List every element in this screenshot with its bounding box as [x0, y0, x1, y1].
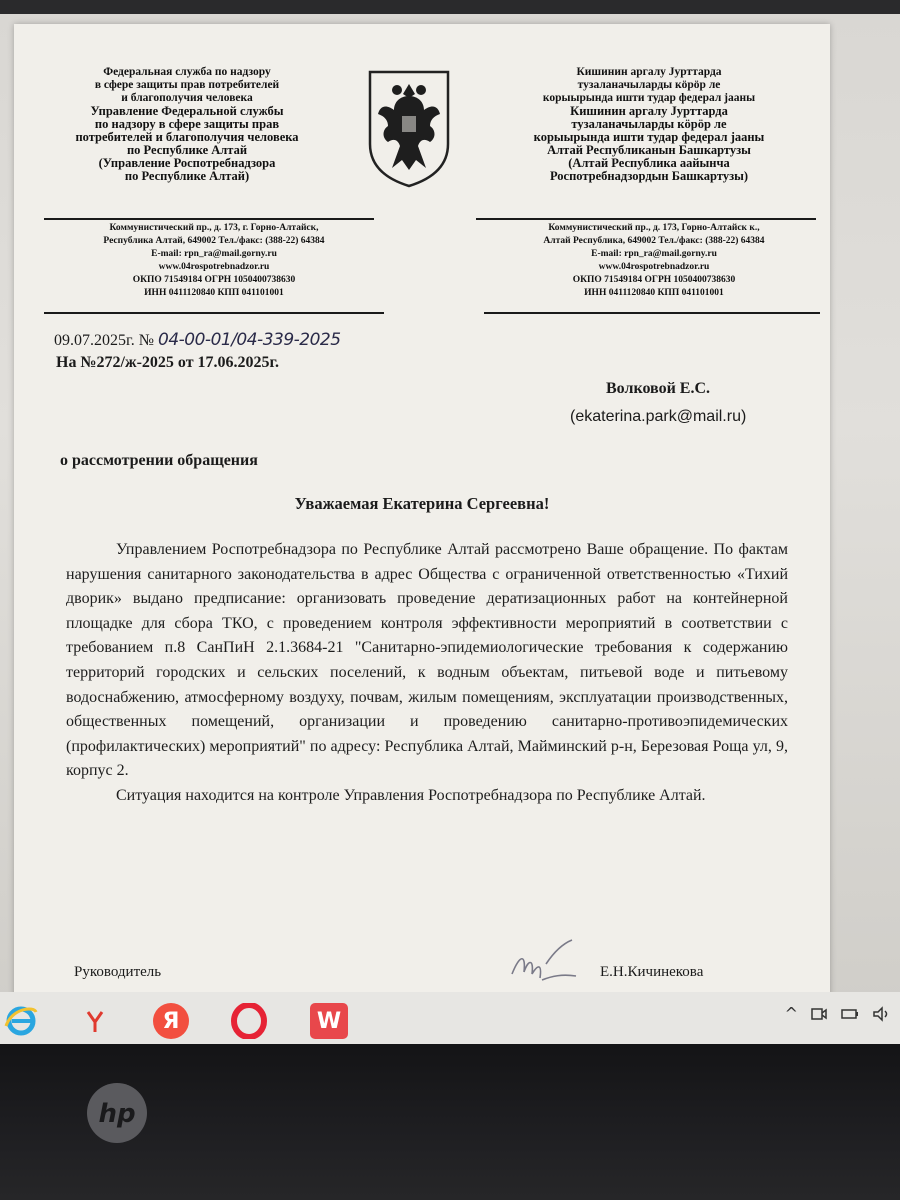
org-right-line: корыырында ишти тудар федерал јааны [542, 92, 756, 104]
registration-line [54, 330, 341, 350]
org-right-line: Кишинин аргалу Јурттарда [570, 105, 728, 118]
org-left-line: по Республике Алтай) [124, 170, 250, 183]
internet-explorer-icon [4, 1004, 38, 1038]
hp-logo-icon [84, 1080, 150, 1146]
contact-left-line: Коммунистический пр., д. 173, г. Горно-Алтайск, [109, 223, 319, 233]
yandex-icon [78, 1004, 112, 1038]
tray-chevron-icon[interactable]: ^ [784, 1004, 798, 1023]
contact-block-right [484, 222, 824, 300]
header-rule-left [44, 218, 374, 220]
org-left-line: Управление Федеральной службы [90, 105, 284, 118]
letter-greeting: Уважаемая Екатерина Сергеевна! [294, 494, 550, 513]
letter-subject: о рассмотрении обращения [60, 452, 258, 469]
hp-brand-text: hp [98, 1099, 136, 1129]
header-rule-right [476, 218, 816, 220]
header-org-right [474, 66, 824, 183]
yandex-browser-icon: Я [153, 1003, 189, 1039]
contact-right-line: www.04rospotrebnadzor.ru [598, 262, 710, 272]
taskbar-app-opera[interactable] [230, 1002, 268, 1040]
org-right-line: Роспотребнадзордын Башкартузы) [549, 170, 749, 183]
org-left-line: Федеральная служба по надзору [103, 66, 271, 78]
signature-title: Руководитель [74, 964, 162, 980]
registration-number: 04-00-01/04-339-2025 [158, 330, 341, 350]
letter-body [66, 538, 788, 809]
body-paragraph: Ситуация находится на контроле Управления Роспотребнадзора по Республике Алтай. [116, 786, 706, 804]
taskbar-app-internet-explorer[interactable] [2, 1002, 40, 1040]
org-left-line: по Республике Алтай [126, 144, 248, 157]
org-right-line: Алтай Республиканын Башкартузы [547, 144, 751, 157]
taskbar-app-yandex-browser[interactable] [152, 1002, 190, 1040]
contact-right-line: ОКПО 71549184 ОГРН 1050400738630 [572, 275, 736, 285]
date-rule-right [484, 312, 820, 314]
battery-icon[interactable] [840, 1005, 860, 1023]
contact-right-line: E-mail: rpn_ra@mail.gorny.ru [591, 249, 717, 259]
handwritten-signature-icon [502, 934, 586, 988]
body-paragraph: Управлением Роспотребнадзора по Республике Алтай рассмотрено Ваше обращение. По фактам нарушения санитарного законодательства в адрес Общества с ограниченной ответственностью «Тихий дворик» выдано предписание: организовать проведение дератизационных работ на контейнерной площадке для сбора ТКО, с проведением контроля эффективности мероприятий в соответствии с требованием п.8 СанПиН 2.1.3684-21 "Санитарно-эпидемиологические требования к содержанию территорий городских и сельских поселений, к водным объектам, питьевой воде и питьевому водоснабжению, атмосферному воздуху, почвам, жилым помещениям, эксплуатации производственных, общественных помещений, организации и проведению санитарно-противоэпидемических (профилактических) мероприятий" по адресу: Республика Алтай, Майминский р-н, Березовая Роща ул, 9, корпус 2. [66, 541, 788, 780]
letter-date: 09.07.2025г. № [54, 332, 155, 349]
org-right-line: Кишинин аргалу Јурттарда [576, 66, 722, 78]
org-left-line: по надзору в сфере защиты прав [94, 118, 280, 131]
signer-name: Е.Н.Кичинекова [600, 964, 704, 980]
meet-now-icon[interactable] [810, 1005, 828, 1023]
contact-left-line: ОКПО 71549184 ОГРН 1050400738630 [132, 275, 296, 285]
contact-block-left [44, 222, 384, 300]
date-rule-left [44, 312, 384, 314]
contact-left-line: www.04rospotrebnadzor.ru [158, 262, 270, 272]
contact-left-line: ИНН 0411120840 КПП 041101001 [144, 288, 284, 298]
contact-right-line: ИНН 0411120840 КПП 041101001 [584, 288, 724, 298]
system-tray [785, 1004, 892, 1023]
org-right-line: (Алтай Республика аайынча [568, 157, 730, 170]
volume-icon[interactable] [872, 1005, 892, 1023]
org-right-line: тузаланачыларды кӧрӧр ле [577, 79, 721, 91]
laptop-screen [0, 14, 900, 1044]
contact-right-line: Алтай Республика, 649002 Тел./факс: (388-22) 64384 [543, 236, 765, 246]
contact-right-line: Коммунистический пр., д. 173, Горно-Алтайск к., [548, 223, 760, 233]
wps-office-icon: W [310, 1003, 348, 1039]
org-left-line: и благополучия человека [121, 92, 253, 104]
document-page [14, 24, 830, 1010]
org-left-line: в сфере защиты прав потребителей [94, 79, 280, 91]
contact-left-line: E-mail: rpn_ra@mail.gorny.ru [151, 249, 277, 259]
taskbar [0, 992, 900, 1048]
opera-icon [231, 1003, 267, 1039]
header-org-left [32, 66, 342, 183]
org-right-line: тузаланачыларды кӧрӧр ле [571, 118, 727, 131]
coat-of-arms-icon [364, 66, 454, 190]
org-left-line: (Управление Роспотребнадзора [98, 157, 276, 170]
recipient-email: (ekaterina.park@mail.ru) [570, 408, 747, 425]
taskbar-app-yandex[interactable] [76, 1002, 114, 1040]
org-left-line: потребителей и благополучия человека [75, 131, 299, 144]
contact-left-line: Республика Алтай, 649002 Тел./факс: (388-22) 64384 [103, 236, 325, 246]
reply-reference: На №272/ж-2025 от 17.06.2025г. [56, 354, 280, 371]
recipient-name: Волковой Е.С. [606, 380, 711, 397]
taskbar-app-wps-office[interactable] [310, 1002, 348, 1040]
org-right-line: корыырында ишти тудар федерал јааны [533, 131, 765, 144]
